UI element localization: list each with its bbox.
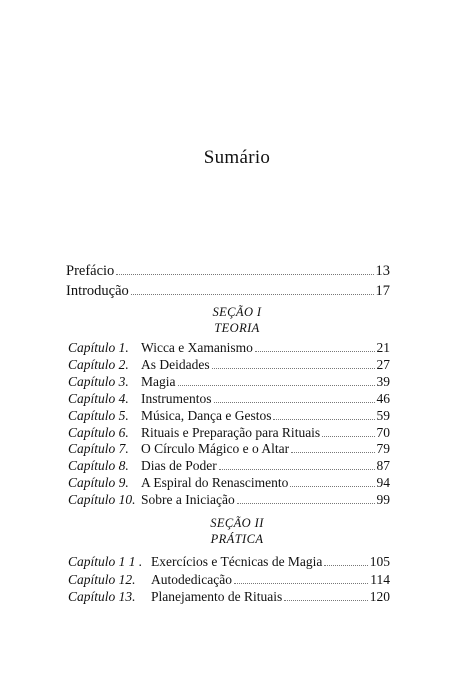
toc-chapter-entry bbox=[68, 374, 390, 392]
toc-chapter-entry bbox=[68, 572, 390, 590]
entry-title: Introdução bbox=[66, 283, 129, 299]
chapter-title: As Deidades bbox=[141, 356, 210, 372]
leader-dots bbox=[214, 391, 375, 403]
toc-chapter-entry bbox=[68, 458, 390, 476]
chapter-label: Capítulo 1 1 . bbox=[68, 554, 143, 569]
chapter-page: 39 bbox=[376, 373, 390, 389]
chapter-page: 114 bbox=[370, 571, 390, 587]
chapter-label: Capítulo 7. bbox=[68, 441, 129, 457]
leader-dots bbox=[178, 374, 375, 386]
toc-chapter-entry bbox=[68, 475, 390, 493]
chapter-title: Instrumentos bbox=[141, 390, 212, 406]
chapter-page: 87 bbox=[376, 458, 390, 474]
chapter-title: O Círculo Mágico e o Altar bbox=[141, 441, 290, 457]
chapter-label: Capítulo 3. bbox=[68, 373, 129, 389]
chapter-title: Autodedicação bbox=[151, 571, 232, 587]
chapter-page: 46 bbox=[376, 390, 390, 406]
chapter-title: Dias de Poder bbox=[141, 458, 217, 474]
chapter-page: 21 bbox=[376, 340, 390, 355]
toc-entry-introducao bbox=[66, 283, 390, 301]
chapter-label: Capítulo 13. bbox=[68, 589, 136, 604]
chapter-label: Capítulo 5. bbox=[68, 407, 129, 423]
section-1-number: SEÇÃO I bbox=[212, 305, 262, 319]
toc-chapter-entry bbox=[68, 589, 390, 607]
chapter-label: Capítulo 2. bbox=[68, 356, 129, 372]
leader-dots bbox=[116, 263, 373, 275]
toc-chapter-entry bbox=[68, 441, 390, 459]
leader-dots bbox=[234, 572, 368, 584]
leader-dots bbox=[131, 283, 374, 295]
leader-dots bbox=[290, 475, 374, 487]
section-2-name: PRÁTICA bbox=[210, 532, 264, 546]
chapter-label: Capítulo 10. bbox=[68, 492, 136, 508]
leader-dots bbox=[284, 589, 368, 601]
toc-chapter-entry bbox=[68, 554, 390, 572]
leader-dots bbox=[273, 408, 374, 420]
toc-title: Sumário bbox=[203, 147, 271, 168]
chapter-label: Capítulo 9. bbox=[68, 475, 129, 491]
chapter-title: Sobre a Iniciação bbox=[141, 492, 235, 508]
leader-dots bbox=[237, 492, 375, 504]
chapter-title: Exercícios e Técnicas de Magia bbox=[151, 554, 323, 569]
entry-page: 17 bbox=[375, 283, 390, 299]
leader-dots bbox=[219, 458, 375, 470]
chapter-title: Planejamento de Rituais bbox=[151, 589, 283, 604]
chapter-page: 94 bbox=[376, 475, 390, 491]
chapter-page: 27 bbox=[376, 356, 390, 372]
entry-title: Prefácio bbox=[66, 263, 115, 279]
chapter-label: Capítulo 12. bbox=[68, 571, 136, 587]
toc-entry-prefacio bbox=[66, 263, 390, 281]
leader-dots bbox=[322, 425, 374, 437]
leader-dots bbox=[324, 554, 367, 566]
chapter-label: Capítulo 1. bbox=[68, 340, 129, 355]
toc-chapter-entry bbox=[68, 391, 390, 409]
leader-dots bbox=[255, 340, 375, 352]
section-2-number: SEÇÃO II bbox=[210, 516, 264, 530]
section-1-name: TEORIA bbox=[214, 321, 260, 335]
entry-page: 13 bbox=[375, 263, 390, 279]
chapter-page: 105 bbox=[369, 554, 390, 569]
chapter-page: 79 bbox=[376, 441, 390, 457]
chapter-label: Capítulo 4. bbox=[68, 390, 129, 406]
chapter-page: 70 bbox=[376, 424, 390, 440]
chapter-label: Capítulo 8. bbox=[68, 458, 129, 474]
toc-chapter-entry bbox=[68, 340, 390, 358]
chapter-label: Capítulo 6. bbox=[68, 424, 129, 440]
chapter-page: 99 bbox=[376, 492, 390, 508]
chapter-title: A Espiral do Renascimento bbox=[141, 475, 289, 491]
chapter-title: Wicca e Xamanismo bbox=[141, 340, 253, 355]
toc-chapter-entry bbox=[68, 492, 390, 510]
chapter-page: 120 bbox=[369, 589, 390, 604]
leader-dots bbox=[291, 441, 374, 453]
chapter-title: Rituais e Preparação para Rituais bbox=[141, 424, 321, 440]
toc-chapter-entry bbox=[68, 357, 390, 375]
chapter-title: Magia bbox=[141, 373, 176, 389]
toc-chapter-entry bbox=[68, 425, 390, 443]
toc-chapter-entry bbox=[68, 408, 390, 426]
leader-dots bbox=[212, 357, 375, 369]
chapter-page: 59 bbox=[376, 407, 390, 423]
chapter-title: Música, Dança e Gestos bbox=[141, 407, 272, 423]
